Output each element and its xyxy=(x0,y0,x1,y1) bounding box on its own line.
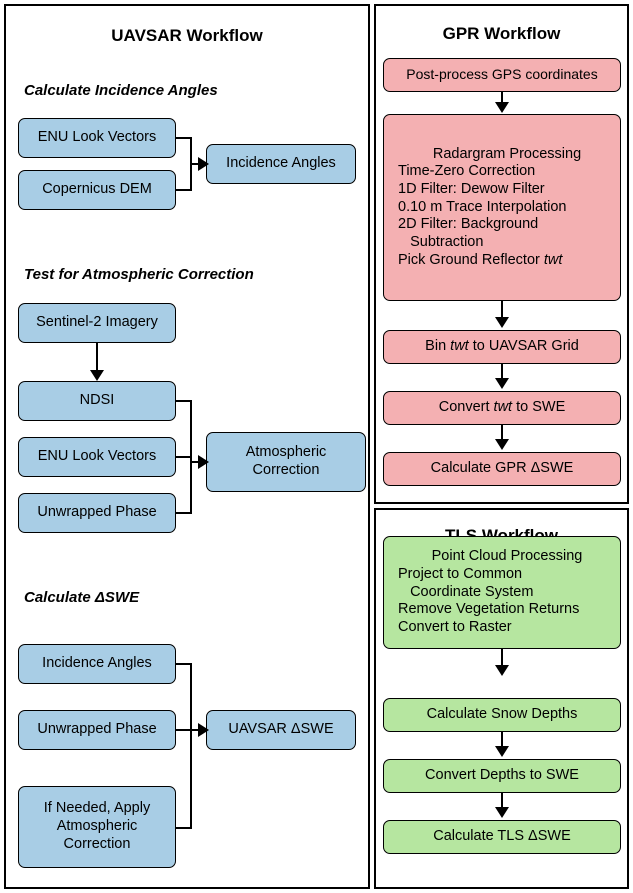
arrow-right-icon xyxy=(198,157,209,171)
box-unwrapped-phase-2: Unwrapped Phase xyxy=(18,710,176,750)
convert-label-post: to SWE xyxy=(512,399,566,416)
arrow-right-icon xyxy=(198,723,209,737)
box-enu-look-vectors-1: ENU Look Vectors xyxy=(18,118,176,158)
box-calculate-gpr-dswe: Calculate GPR ΔSWE xyxy=(383,452,621,486)
convert-label-pre: Convert xyxy=(438,399,494,416)
box-convert-depths-to-swe: Convert Depths to SWE xyxy=(383,759,621,793)
box-copernicus-dem: Copernicus DEM xyxy=(18,170,176,210)
arrow-down-icon xyxy=(495,439,509,450)
connector-line xyxy=(96,343,98,373)
convert-label-twt: twt xyxy=(493,399,513,416)
box-atmospheric-correction-output: Atmospheric Correction xyxy=(206,432,366,492)
arrow-down-icon xyxy=(495,665,509,676)
arrow-down-icon xyxy=(495,807,509,818)
section-title-calculate-dswe: Calculate ΔSWE xyxy=(24,589,140,606)
box-post-process-gps: Post-process GPS coordinates xyxy=(383,58,621,92)
arrow-down-icon xyxy=(90,370,104,381)
radargram-line-3: 0.10 m Trace Interpolation xyxy=(398,198,567,215)
bin-label-pre: Bin xyxy=(425,338,451,355)
radargram-line-4: 2D Filter: Background xyxy=(398,216,539,233)
connector-line xyxy=(190,400,192,514)
box-ndsi: NDSI xyxy=(18,381,176,421)
pick-label-twt: twt xyxy=(543,251,563,268)
radargram-line-6 xyxy=(398,252,616,270)
box-point-cloud-processing xyxy=(383,536,621,649)
panel-title-uavsar: UAVSAR Workflow xyxy=(111,26,263,45)
box-sentinel-2-imagery: Sentinel-2 Imagery xyxy=(18,303,176,343)
panel-title-gpr: GPR Workflow xyxy=(442,24,561,43)
box-unwrapped-phase-1: Unwrapped Phase xyxy=(18,493,176,533)
box-incidence-angles-input: Incidence Angles xyxy=(18,644,176,684)
box-bin-twt-to-uavsar-grid xyxy=(383,330,621,364)
box-if-needed-apply-atmospheric-correction: If Needed, Apply Atmospheric Correction xyxy=(18,786,176,868)
radargram-line-2: 1D Filter: Dewow Filter xyxy=(398,180,545,197)
radargram-line-5: Subtraction xyxy=(398,234,484,251)
point-cloud-line-2: Coordinate System xyxy=(398,583,534,600)
arrow-down-icon xyxy=(495,102,509,113)
arrow-down-icon xyxy=(495,746,509,757)
arrow-down-icon xyxy=(495,378,509,389)
box-radargram-processing xyxy=(383,114,621,301)
box-calculate-snow-depths: Calculate Snow Depths xyxy=(383,698,621,732)
box-enu-look-vectors-2: ENU Look Vectors xyxy=(18,437,176,477)
arrow-down-icon xyxy=(495,317,509,328)
pick-label-pre: Pick Ground Reflector xyxy=(398,251,544,268)
box-uavsar-dswe-output: UAVSAR ΔSWE xyxy=(206,710,356,750)
point-cloud-line-4: Convert to Raster xyxy=(398,619,512,636)
connector-line xyxy=(190,663,192,829)
section-title-incidence-angles: Calculate Incidence Angles xyxy=(24,82,218,99)
bin-label-post: to UAVSAR Grid xyxy=(468,338,579,355)
box-convert-twt-to-swe xyxy=(383,391,621,425)
bin-label-twt: twt xyxy=(450,338,469,355)
point-cloud-line-3: Remove Vegetation Returns xyxy=(398,601,580,618)
point-cloud-line-1: Project to Common xyxy=(398,565,523,582)
arrow-right-icon xyxy=(198,455,209,469)
box-calculate-tls-dswe: Calculate TLS ΔSWE xyxy=(383,820,621,854)
box-incidence-angles-output: Incidence Angles xyxy=(206,144,356,184)
radargram-line-1: Time-Zero Correction xyxy=(398,163,536,180)
section-title-atmospheric-correction: Test for Atmospheric Correction xyxy=(24,266,254,283)
point-cloud-line-0: Point Cloud Processing xyxy=(431,548,583,565)
radargram-line-0: Radargram Processing xyxy=(432,145,582,162)
